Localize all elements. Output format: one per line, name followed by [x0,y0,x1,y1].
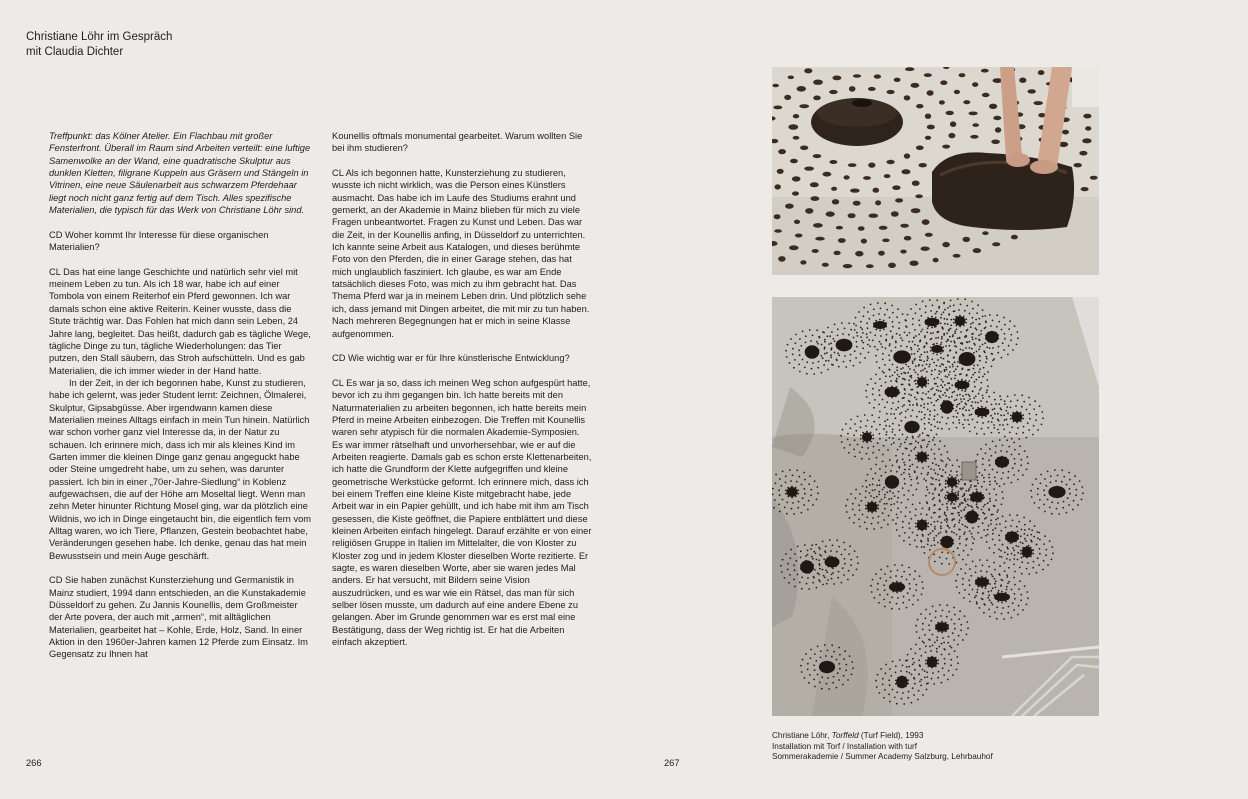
question-2-continued: Kounellis oftmals monumental gearbeitet. Warum wollten Sie bei ihm studieren? [332,131,583,154]
answer-1-continued: In der Zeit, in der ich begonnen habe, Kunst zu studieren, habe ich gelernt, was jeder Student lernt: Zeichnen, Ölmalerei, Skulptur, Gipsabgüsse. Aber irgendwann kamen diese Materialien meines Alltags einfach in mein Tun hinein. Natürlich war schon vorher ganz viel Interesse da, in der Natur zu schauen. Ich erinnere mich, dass ich mir als kleines Kind im Garten immer die kleinen Dinge ganz genau angeguckt habe oder Steine umgedreht habe, um zu sehen, was darunter passiert. Ich bin in einer „70er-Jahre-Siedlung“ in Koblenz aufgewachsen, die auf der Höhe am Moseltal liegt. Wenn man zehn Meter hinunter Richtung Mosel ging, war da plötzlich eine Wildnis, wo ich in Dinge eingetaucht bin, die eigentlich fern vom Alltag waren, wo ich Tiere, Pflanzen, Gestein beobachtet habe, Veränderungen gesehen habe. Ich denke, genau das hat mein Bewusstsein und mein Auge geschärft. [49,377,312,561]
page-number-right: 267 [664,758,680,768]
caption-line-2: Installation mit Torf / Installation with turf [772,741,918,751]
caption-title-rest: (Turf Field), 1993 [858,731,924,740]
header-line-1: Christiane Löhr im Gespräch [26,31,173,43]
caption-title: Torffeld [831,731,859,740]
caption-artist: Christiane Löhr, [772,731,832,740]
photo-caption [772,731,993,763]
text-column-right [332,130,592,661]
answer-3: CL Es war ja so, dass ich meinen Weg schon aufgespürt hatte, bevor ich zu ihm gegangen bin. Ich hatte bereits mit den Naturmaterialien zu arbeiten begonnen, ich hatte bereits mein Pferd in meine Arbeiten einbezogen. Die Treffen mit Kounellis waren sehr atypisch für die normalen Akademie-Symposien. Es war immer rätselhaft und unvorhersehbar, wie er auf die Arbeiten reagierte. Damals gab es schon erste Klettenarbeiten, ich hatte die Grundform der Klette aufgegriffen und kleine geometrische Werkstücke geformt. Ich erinnere mich, dass ich bei einem Treffen eine kleine Kiste mitgebracht habe, jede Arbeit war in ein Papier gehüllt, und ich habe mit ihm am Tisch gesessen, die Kiste geöffnet, die Papiere entblättert und diese kleinen Arbeiten einfach hingelegt. Darauf erzählte er von einer religiösen Gruppe in Italien im Mittelalter, die von Kloster zu Kloster zog und in jedem Kloster dieselben Worte rezitierte. Er sagte, es waren dieselben Worte, aber sie waren jedes Mal anders. Er hat versucht, mit Bildern seine Vision auszudrücken, und es war wie ein Rätsel, das man für sich selber lösen musste, um dadurch auf eine andere Ebene zu gelangen. Aber im Grunde genommen war es erst mal eine Bestätigung, dass der Weg richtig ist. Er hat die Arbeiten einfach akzeptiert. [332,377,592,648]
header-line-2: mit Claudia Dichter [26,46,124,58]
turf-field-photo [772,297,1099,716]
running-header [26,30,172,60]
question-2: CD Sie haben zunächst Kunsterziehung und Germanistik in Mainz studiert, 1994 dann entschieden, an die Kunstakademie Düsseldorf zu gehen. Zu Jannis Kounellis, dem Großmeister der Arte povera, der auch mit „armen“, mit alltäglichen Materialien, gearbeitet hat – Kohle, Erde, Holz, Sand. In einer Aktion in den 1960er-Jahren kamen 12 Pferde zum Einsatz. Im Gegensatz zu Ihnen hat [49,575,308,660]
turf-hands-photo [772,67,1099,275]
answer-2: CL Als ich begonnen hatte, Kunsterziehung zu studieren, wusste ich nicht wirklich, was die Person eines Künstlers ausmacht. Das habe ich im Laufe des Studiums erahnt und gemerkt, an der Akademie in Mainz blieben für mich zu viele Fragen unbeantwortet. Fragen zu Kunst und Leben. Das war die Zeit, in der Kounellis anfing, in Düsseldorf zu unterrichten. Ich kannte seine Arbeit aus Katalogen, und dieses berühmte Foto von den Pferden, die in einer Garage stehen, das hat mich unglaublich fasziniert. Ich glaube, es war am Ende tatsächlich dieses Foto, was mich zu ihm gebracht hat. Das Thema Pferd war ja in meinem Leben drin. Und plötzlich sehe ich, dass jemand mit Dingen arbeitet, die mit mir zu tun haben. Nach mehreren Begegnungen hat er mich in seine Klasse aufgenommen. [332,168,590,339]
question-3: CD Wie wichtig war er für Ihre künstlerische Entwicklung? [332,353,570,364]
text-column-left [49,130,311,673]
intro-paragraph: Treffpunkt: das Kölner Atelier. Ein Flachbau mit großer Fensterfront. Überall im Raum sind Arbeiten verteilt: eine luftige Samenwolke an der Wand, eine quadratische Skulptur aus dunklen Kletten, filigrane Kuppeln aus Gräsern und Stängeln in Vitrinen, eine neue Säulenarbeit aus schwarzem Pferdehaar liegt noch nicht ganz fertig auf dem Tisch. Alles spezifische Materialien, die typisch für das Werk von Christiane Löhr sind. [49,131,311,216]
question-1: CD Woher kommt Ihr Interesse für diese organischen Materialien? [49,229,269,253]
caption-line-3: Sommerakademie / Summer Academy Salzburg, Lehrbauhof [772,752,993,761]
caption-line-1 [772,731,993,742]
page-number-left: 266 [26,758,42,768]
answer-1: CL Das hat eine lange Geschichte und natürlich sehr viel mit meinem Leben zu tun. Als ich 18 war, habe ich auf einer Tombola von einem Reiterhof ein Pferd gewonnen. Ich war damals schon eine aktive Reiterin. Keiner wusste, dass die Stute trächtig war. Das Fohlen hat mich dann sein Leben, 24 Jahre lang, begleitet. Das heißt, dadurch gab es tägliche Wege, tägliche Dinge zu tun, tägliche Wiederholungen: das Tier putzen, den Stall säubern, das Stroh aufschütteln. Und es gab Materialien, die ich immer wieder in der Hand hatte. [49,266,311,376]
